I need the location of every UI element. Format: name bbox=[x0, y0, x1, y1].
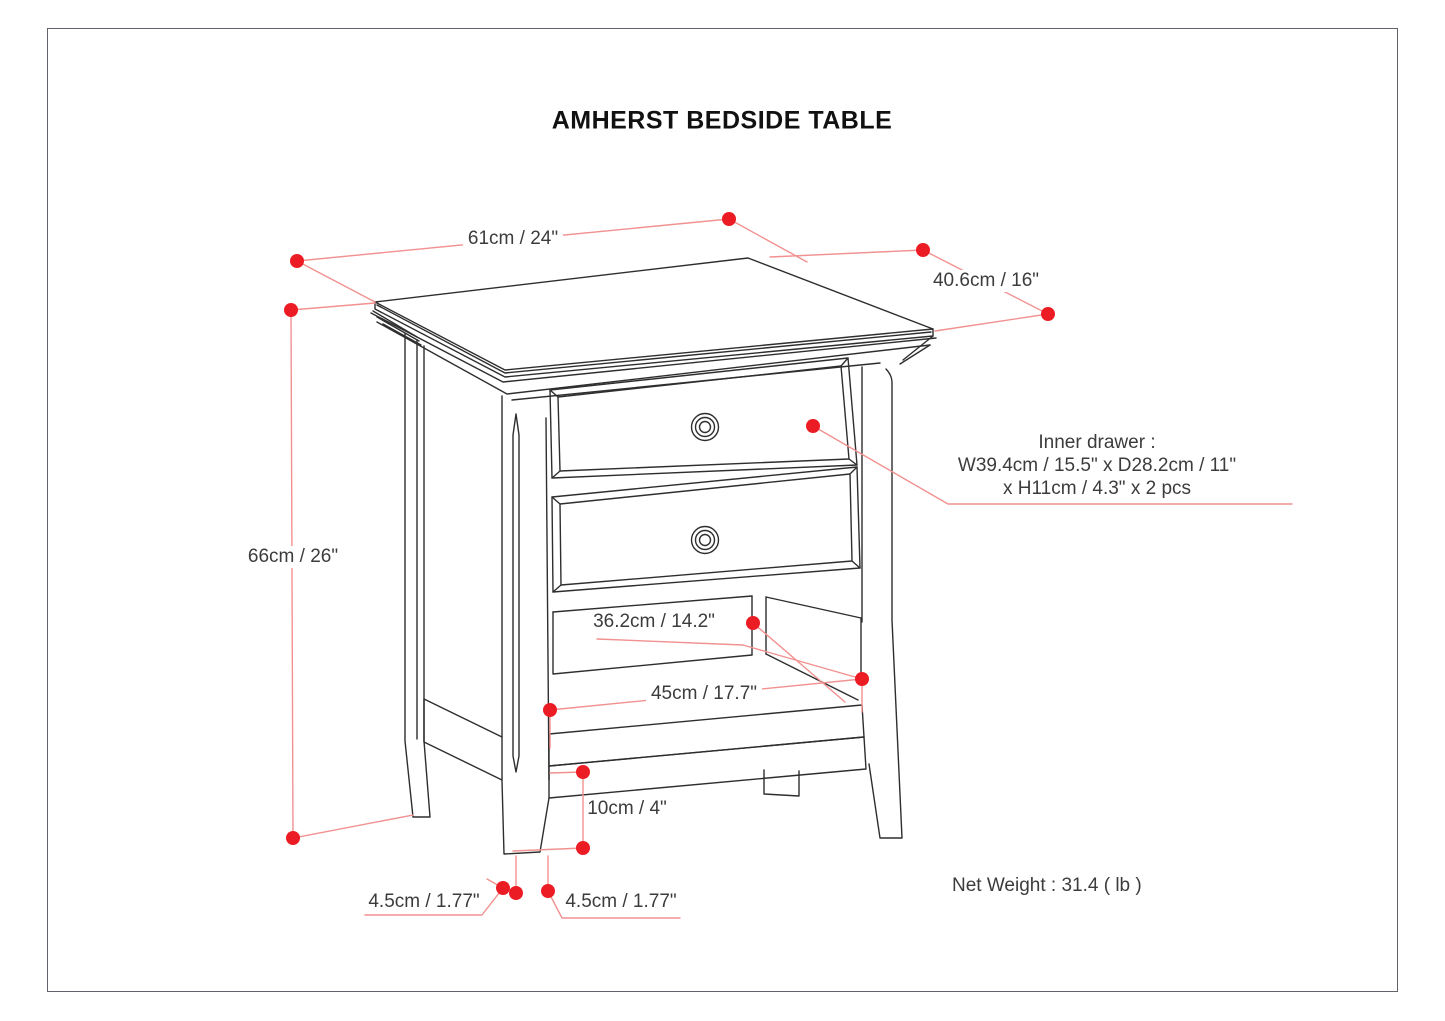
net-weight-text: Net Weight : 31.4 ( lb ) bbox=[952, 875, 1142, 896]
inner-drawer-note-line2: W39.4cm / 15.5" x D28.2cm / 11" bbox=[957, 455, 1237, 476]
dimension-point bbox=[1041, 307, 1055, 321]
bottom-rail bbox=[549, 737, 866, 798]
leg-height-dimension-line bbox=[513, 772, 583, 851]
dimension-point bbox=[746, 616, 760, 630]
dimension-label-depth: 40.6cm / 16" bbox=[928, 270, 1044, 292]
inner-drawer-note bbox=[958, 431, 1236, 500]
dimension-point bbox=[509, 886, 523, 900]
drawer-pull-top bbox=[692, 414, 719, 441]
shelf bbox=[549, 705, 864, 766]
drawer-pull-bottom bbox=[692, 527, 719, 554]
dimension-point bbox=[543, 703, 557, 717]
dimension-point bbox=[541, 884, 555, 898]
dimension-label-width: 61cm / 24" bbox=[463, 228, 563, 250]
side-rail bbox=[424, 699, 502, 780]
dimension-point bbox=[806, 419, 820, 433]
dimension-label-shelf-width: 45cm / 17.7" bbox=[646, 683, 762, 705]
dimension-label-opening-width: 36.2cm / 14.2" bbox=[588, 611, 720, 633]
inner-drawer-note-line3: x H11cm / 4.3" x 2 pcs bbox=[1002, 478, 1192, 499]
dimension-label-leg-height: 10cm / 4" bbox=[587, 798, 667, 819]
table-structure bbox=[371, 258, 936, 854]
dimension-point bbox=[576, 765, 590, 779]
dimension-label-foot-right: 4.5cm / 1.77" bbox=[565, 891, 677, 912]
front-left-leg bbox=[502, 396, 549, 854]
dimension-point bbox=[286, 831, 300, 845]
inner-drawer-note-heading: Inner drawer : bbox=[1038, 432, 1156, 453]
height-dimension-line bbox=[291, 310, 293, 838]
opening-width-leader bbox=[597, 639, 862, 679]
dimension-lines bbox=[291, 219, 1292, 918]
dimension-point bbox=[722, 212, 736, 226]
dimension-point bbox=[290, 254, 304, 268]
front-right-leg bbox=[869, 369, 902, 838]
dimension-point bbox=[855, 672, 869, 686]
back-right-foot bbox=[764, 770, 799, 796]
dimension-point bbox=[916, 243, 930, 257]
dimension-point bbox=[496, 881, 510, 895]
dimension-point bbox=[284, 303, 298, 317]
diagram-title: AMHERST BEDSIDE TABLE bbox=[551, 106, 893, 135]
dimension-label-foot-left: 4.5cm / 1.77" bbox=[368, 891, 480, 912]
dimension-point bbox=[576, 841, 590, 855]
dimension-label-height: 66cm / 26" bbox=[243, 546, 343, 568]
